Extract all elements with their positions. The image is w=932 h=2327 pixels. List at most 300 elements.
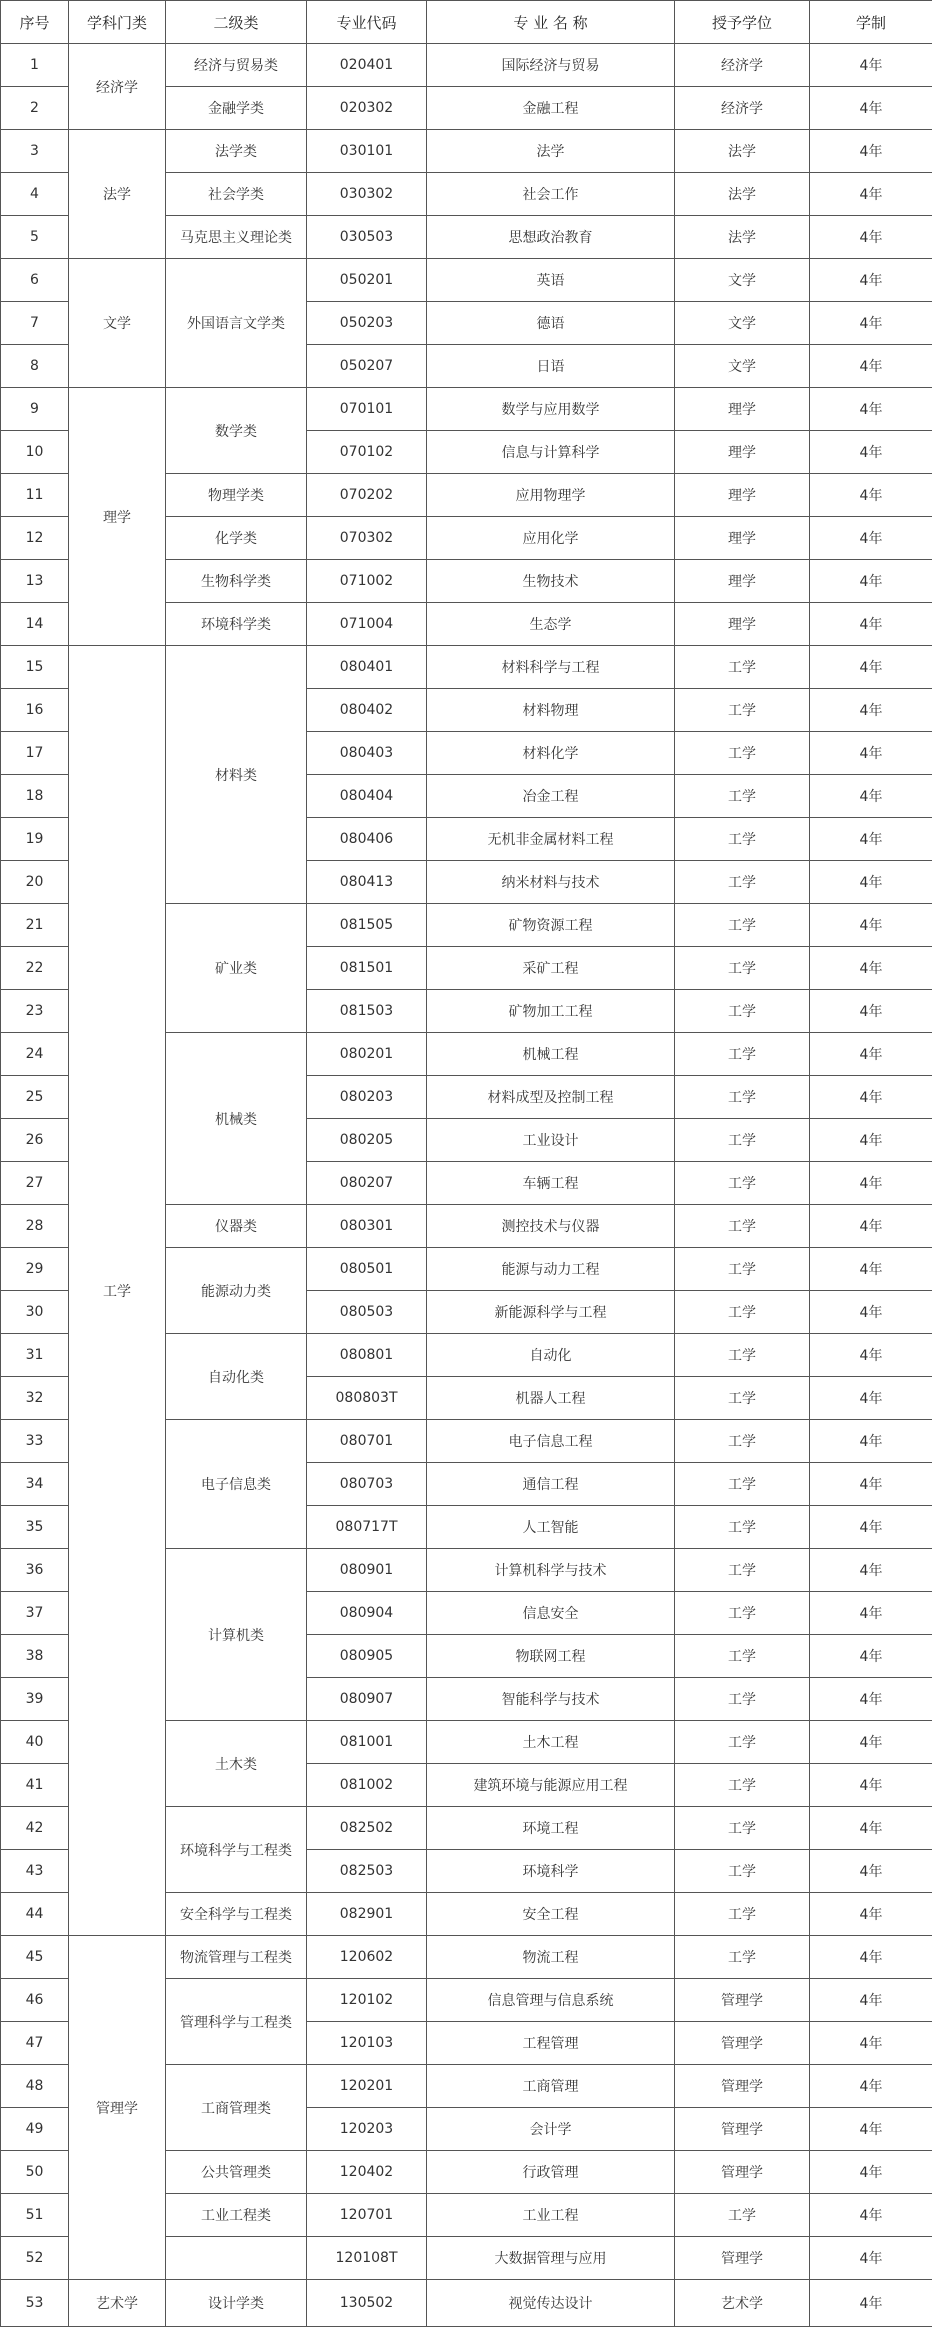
row-index: 26	[1, 1119, 69, 1162]
duration-cell: 4年	[810, 861, 932, 904]
table-row	[1, 259, 932, 302]
major-code: 120201	[307, 2065, 427, 2108]
subcategory-cell: 外国语言文学类	[166, 259, 307, 388]
row-index: 48	[1, 2065, 69, 2108]
degree-cell: 工学	[675, 732, 810, 775]
header-duration: 学制	[810, 1, 932, 44]
degree-cell: 文学	[675, 345, 810, 388]
subcategory-cell: 生物科学类	[166, 560, 307, 603]
major-code: 080207	[307, 1162, 427, 1205]
row-index: 24	[1, 1033, 69, 1076]
degree-cell: 工学	[675, 904, 810, 947]
major-name: 数学与应用数学	[427, 388, 675, 431]
major-code: 070202	[307, 474, 427, 517]
duration-cell: 4年	[810, 1592, 932, 1635]
degree-cell: 工学	[675, 1162, 810, 1205]
degree-cell: 理学	[675, 560, 810, 603]
duration-cell: 4年	[810, 732, 932, 775]
duration-cell: 4年	[810, 259, 932, 302]
header-index: 序号	[1, 1, 69, 44]
degree-cell: 工学	[675, 947, 810, 990]
subcategory-cell: 安全科学与工程类	[166, 1893, 307, 1936]
subcategory-cell: 仪器类	[166, 1205, 307, 1248]
major-code: 080801	[307, 1334, 427, 1377]
row-index: 21	[1, 904, 69, 947]
subcategory-cell: 化学类	[166, 517, 307, 560]
degree-cell: 文学	[675, 259, 810, 302]
major-name: 工程管理	[427, 2022, 675, 2065]
discipline-cell: 艺术学	[69, 2280, 166, 2327]
major-name: 土木工程	[427, 1721, 675, 1764]
degree-cell: 工学	[675, 1377, 810, 1420]
major-code: 080717T	[307, 1506, 427, 1549]
major-code: 081503	[307, 990, 427, 1033]
major-code: 080403	[307, 732, 427, 775]
duration-cell: 4年	[810, 474, 932, 517]
duration-cell: 4年	[810, 1979, 932, 2022]
duration-cell: 4年	[810, 646, 932, 689]
header-code: 专业代码	[307, 1, 427, 44]
major-name: 材料成型及控制工程	[427, 1076, 675, 1119]
duration-cell: 4年	[810, 775, 932, 818]
row-index: 31	[1, 1334, 69, 1377]
duration-cell: 4年	[810, 1936, 932, 1979]
major-code: 030503	[307, 216, 427, 259]
major-name: 工商管理	[427, 2065, 675, 2108]
row-index: 19	[1, 818, 69, 861]
duration-cell: 4年	[810, 2108, 932, 2151]
major-code: 080901	[307, 1549, 427, 1592]
duration-cell: 4年	[810, 388, 932, 431]
major-name: 工业工程	[427, 2194, 675, 2237]
duration-cell: 4年	[810, 2194, 932, 2237]
major-name: 建筑环境与能源应用工程	[427, 1764, 675, 1807]
subcategory-cell: 矿业类	[166, 904, 307, 1033]
degree-cell: 理学	[675, 431, 810, 474]
duration-cell: 4年	[810, 2022, 932, 2065]
row-index: 16	[1, 689, 69, 732]
duration-cell: 4年	[810, 1119, 932, 1162]
major-code: 082901	[307, 1893, 427, 1936]
subcategory-cell: 土木类	[166, 1721, 307, 1807]
subcategory-cell: 马克思主义理论类	[166, 216, 307, 259]
table-body	[1, 44, 932, 2327]
degree-cell: 理学	[675, 517, 810, 560]
major-name: 安全工程	[427, 1893, 675, 1936]
duration-cell: 4年	[810, 1377, 932, 1420]
degree-cell: 工学	[675, 1463, 810, 1506]
table-row	[1, 2280, 932, 2327]
duration-cell: 4年	[810, 345, 932, 388]
duration-cell: 4年	[810, 1162, 932, 1205]
major-code: 130502	[307, 2280, 427, 2327]
major-code: 050201	[307, 259, 427, 302]
row-index: 5	[1, 216, 69, 259]
major-code: 120701	[307, 2194, 427, 2237]
subcategory-cell: 能源动力类	[166, 1248, 307, 1334]
major-name: 工业设计	[427, 1119, 675, 1162]
major-code: 080905	[307, 1635, 427, 1678]
subcategory-cell: 经济与贸易类	[166, 44, 307, 87]
degree-cell: 工学	[675, 1635, 810, 1678]
duration-cell: 4年	[810, 216, 932, 259]
degree-cell: 工学	[675, 689, 810, 732]
discipline-cell: 文学	[69, 259, 166, 388]
row-index: 30	[1, 1291, 69, 1334]
major-name: 环境科学	[427, 1850, 675, 1893]
subcategory-cell: 材料类	[166, 646, 307, 904]
row-index: 11	[1, 474, 69, 517]
row-index: 43	[1, 1850, 69, 1893]
major-code: 080803T	[307, 1377, 427, 1420]
row-index: 20	[1, 861, 69, 904]
discipline-cell: 工学	[69, 646, 166, 1936]
duration-cell: 4年	[810, 2237, 932, 2280]
duration-cell: 4年	[810, 904, 932, 947]
duration-cell: 4年	[810, 1764, 932, 1807]
degree-cell: 工学	[675, 1248, 810, 1291]
major-name: 电子信息工程	[427, 1420, 675, 1463]
major-name: 国际经济与贸易	[427, 44, 675, 87]
major-name: 应用化学	[427, 517, 675, 560]
major-name: 日语	[427, 345, 675, 388]
subcategory-cell	[166, 2237, 307, 2280]
major-name: 冶金工程	[427, 775, 675, 818]
degree-cell: 工学	[675, 646, 810, 689]
major-name: 人工智能	[427, 1506, 675, 1549]
degree-cell: 管理学	[675, 2065, 810, 2108]
major-name: 采矿工程	[427, 947, 675, 990]
degree-cell: 工学	[675, 861, 810, 904]
duration-cell: 4年	[810, 130, 932, 173]
major-code: 082503	[307, 1850, 427, 1893]
duration-cell: 4年	[810, 2065, 932, 2108]
degree-cell: 工学	[675, 775, 810, 818]
duration-cell: 4年	[810, 1893, 932, 1936]
duration-cell: 4年	[810, 2151, 932, 2194]
major-code: 080501	[307, 1248, 427, 1291]
major-name: 车辆工程	[427, 1162, 675, 1205]
row-index: 3	[1, 130, 69, 173]
duration-cell: 4年	[810, 302, 932, 345]
major-name: 物流工程	[427, 1936, 675, 1979]
row-index: 53	[1, 2280, 69, 2327]
duration-cell: 4年	[810, 947, 932, 990]
row-index: 22	[1, 947, 69, 990]
row-index: 36	[1, 1549, 69, 1592]
major-code: 080904	[307, 1592, 427, 1635]
subcategory-cell: 数学类	[166, 388, 307, 474]
degree-cell: 工学	[675, 1721, 810, 1764]
degree-cell: 工学	[675, 1807, 810, 1850]
row-index: 38	[1, 1635, 69, 1678]
major-name: 社会工作	[427, 173, 675, 216]
major-code: 080406	[307, 818, 427, 861]
duration-cell: 4年	[810, 818, 932, 861]
duration-cell: 4年	[810, 1506, 932, 1549]
degree-cell: 管理学	[675, 2022, 810, 2065]
degree-cell: 管理学	[675, 2108, 810, 2151]
major-code: 120602	[307, 1936, 427, 1979]
major-name: 信息与计算科学	[427, 431, 675, 474]
degree-cell: 工学	[675, 1291, 810, 1334]
row-index: 23	[1, 990, 69, 1033]
major-code: 080701	[307, 1420, 427, 1463]
degree-cell: 工学	[675, 1033, 810, 1076]
degree-cell: 工学	[675, 818, 810, 861]
major-name: 生物技术	[427, 560, 675, 603]
row-index: 6	[1, 259, 69, 302]
duration-cell: 4年	[810, 517, 932, 560]
degree-cell: 工学	[675, 1893, 810, 1936]
degree-cell: 管理学	[675, 2151, 810, 2194]
row-index: 49	[1, 2108, 69, 2151]
major-code: 080402	[307, 689, 427, 732]
row-index: 28	[1, 1205, 69, 1248]
row-index: 13	[1, 560, 69, 603]
degree-cell: 管理学	[675, 2237, 810, 2280]
degree-cell: 经济学	[675, 87, 810, 130]
subcategory-cell: 环境科学类	[166, 603, 307, 646]
major-name: 材料化学	[427, 732, 675, 775]
major-name: 矿物资源工程	[427, 904, 675, 947]
subcategory-cell: 公共管理类	[166, 2151, 307, 2194]
row-index: 45	[1, 1936, 69, 1979]
row-index: 9	[1, 388, 69, 431]
duration-cell: 4年	[810, 1549, 932, 1592]
header-row	[1, 1, 932, 44]
degree-cell: 工学	[675, 1936, 810, 1979]
degree-cell: 文学	[675, 302, 810, 345]
degree-cell: 工学	[675, 1549, 810, 1592]
discipline-cell: 理学	[69, 388, 166, 646]
major-name: 能源与动力工程	[427, 1248, 675, 1291]
duration-cell: 4年	[810, 1248, 932, 1291]
subcategory-cell: 物理学类	[166, 474, 307, 517]
major-code: 070101	[307, 388, 427, 431]
degree-cell: 法学	[675, 216, 810, 259]
row-index: 42	[1, 1807, 69, 1850]
major-code: 080413	[307, 861, 427, 904]
duration-cell: 4年	[810, 1205, 932, 1248]
discipline-cell: 管理学	[69, 1936, 166, 2280]
major-code: 020401	[307, 44, 427, 87]
major-code: 071004	[307, 603, 427, 646]
major-name: 测控技术与仪器	[427, 1205, 675, 1248]
subcategory-cell: 环境科学与工程类	[166, 1807, 307, 1893]
duration-cell: 4年	[810, 689, 932, 732]
duration-cell: 4年	[810, 2280, 932, 2327]
subcategory-cell: 计算机类	[166, 1549, 307, 1721]
duration-cell: 4年	[810, 990, 932, 1033]
major-code: 081505	[307, 904, 427, 947]
subcategory-cell: 工业工程类	[166, 2194, 307, 2237]
subcategory-cell: 机械类	[166, 1033, 307, 1205]
major-code: 050203	[307, 302, 427, 345]
row-index: 39	[1, 1678, 69, 1721]
major-code: 120203	[307, 2108, 427, 2151]
row-index: 33	[1, 1420, 69, 1463]
major-name: 思想政治教育	[427, 216, 675, 259]
major-code: 080404	[307, 775, 427, 818]
duration-cell: 4年	[810, 1635, 932, 1678]
discipline-cell: 法学	[69, 130, 166, 259]
degree-cell: 理学	[675, 474, 810, 517]
major-name: 环境工程	[427, 1807, 675, 1850]
major-name: 金融工程	[427, 87, 675, 130]
degree-cell: 工学	[675, 1850, 810, 1893]
duration-cell: 4年	[810, 1721, 932, 1764]
major-name: 自动化	[427, 1334, 675, 1377]
row-index: 2	[1, 87, 69, 130]
degree-cell: 工学	[675, 1076, 810, 1119]
major-code: 080301	[307, 1205, 427, 1248]
major-name: 无机非金属材料工程	[427, 818, 675, 861]
row-index: 51	[1, 2194, 69, 2237]
discipline-cell: 经济学	[69, 44, 166, 130]
duration-cell: 4年	[810, 1678, 932, 1721]
row-index: 37	[1, 1592, 69, 1635]
row-index: 34	[1, 1463, 69, 1506]
major-name: 通信工程	[427, 1463, 675, 1506]
duration-cell: 4年	[810, 1334, 932, 1377]
major-code: 120108T	[307, 2237, 427, 2280]
table-row	[1, 44, 932, 87]
major-name: 大数据管理与应用	[427, 2237, 675, 2280]
row-index: 4	[1, 173, 69, 216]
major-code: 081001	[307, 1721, 427, 1764]
header-discipline: 学科门类	[69, 1, 166, 44]
major-code: 080201	[307, 1033, 427, 1076]
major-code: 081501	[307, 947, 427, 990]
row-index: 1	[1, 44, 69, 87]
degree-cell: 法学	[675, 173, 810, 216]
major-code: 120402	[307, 2151, 427, 2194]
duration-cell: 4年	[810, 603, 932, 646]
degree-cell: 理学	[675, 603, 810, 646]
subcategory-cell: 法学类	[166, 130, 307, 173]
duration-cell: 4年	[810, 1420, 932, 1463]
subcategory-cell: 工商管理类	[166, 2065, 307, 2151]
major-name: 法学	[427, 130, 675, 173]
duration-cell: 4年	[810, 431, 932, 474]
degree-cell: 工学	[675, 1205, 810, 1248]
major-name: 材料物理	[427, 689, 675, 732]
major-code: 080401	[307, 646, 427, 689]
degree-cell: 工学	[675, 1420, 810, 1463]
duration-cell: 4年	[810, 1807, 932, 1850]
major-name: 机械工程	[427, 1033, 675, 1076]
major-name: 信息安全	[427, 1592, 675, 1635]
row-index: 8	[1, 345, 69, 388]
major-code: 120103	[307, 2022, 427, 2065]
degree-cell: 工学	[675, 1334, 810, 1377]
major-name: 行政管理	[427, 2151, 675, 2194]
major-code: 050207	[307, 345, 427, 388]
degree-cell: 工学	[675, 1506, 810, 1549]
subcategory-cell: 金融学类	[166, 87, 307, 130]
degree-cell: 工学	[675, 990, 810, 1033]
major-name: 物联网工程	[427, 1635, 675, 1678]
major-name: 机器人工程	[427, 1377, 675, 1420]
duration-cell: 4年	[810, 1850, 932, 1893]
degree-cell: 工学	[675, 1119, 810, 1162]
table-row	[1, 388, 932, 431]
degree-cell: 工学	[675, 2194, 810, 2237]
major-code: 120102	[307, 1979, 427, 2022]
major-code: 082502	[307, 1807, 427, 1850]
duration-cell: 4年	[810, 87, 932, 130]
duration-cell: 4年	[810, 1033, 932, 1076]
degree-cell: 工学	[675, 1764, 810, 1807]
degree-cell: 经济学	[675, 44, 810, 87]
subcategory-cell: 管理科学与工程类	[166, 1979, 307, 2065]
major-code: 071002	[307, 560, 427, 603]
table-row	[1, 1936, 932, 1979]
major-name: 计算机科学与技术	[427, 1549, 675, 1592]
major-name: 纳米材料与技术	[427, 861, 675, 904]
major-code: 080503	[307, 1291, 427, 1334]
major-code: 080203	[307, 1076, 427, 1119]
major-code: 030302	[307, 173, 427, 216]
duration-cell: 4年	[810, 44, 932, 87]
major-code: 070102	[307, 431, 427, 474]
duration-cell: 4年	[810, 173, 932, 216]
row-index: 47	[1, 2022, 69, 2065]
row-index: 29	[1, 1248, 69, 1291]
duration-cell: 4年	[810, 560, 932, 603]
row-index: 52	[1, 2237, 69, 2280]
degree-cell: 工学	[675, 1678, 810, 1721]
subcategory-cell: 物流管理与工程类	[166, 1936, 307, 1979]
major-code: 020302	[307, 87, 427, 130]
row-index: 10	[1, 431, 69, 474]
row-index: 14	[1, 603, 69, 646]
row-index: 35	[1, 1506, 69, 1549]
duration-cell: 4年	[810, 1463, 932, 1506]
row-index: 50	[1, 2151, 69, 2194]
major-code: 030101	[307, 130, 427, 173]
major-code: 080907	[307, 1678, 427, 1721]
duration-cell: 4年	[810, 1076, 932, 1119]
major-name: 智能科学与技术	[427, 1678, 675, 1721]
major-name: 新能源科学与工程	[427, 1291, 675, 1334]
major-name: 英语	[427, 259, 675, 302]
major-code: 080703	[307, 1463, 427, 1506]
major-name: 会计学	[427, 2108, 675, 2151]
subcategory-cell: 设计学类	[166, 2280, 307, 2327]
major-code: 081002	[307, 1764, 427, 1807]
degree-cell: 法学	[675, 130, 810, 173]
table-row	[1, 646, 932, 689]
row-index: 40	[1, 1721, 69, 1764]
subcategory-cell: 电子信息类	[166, 1420, 307, 1549]
row-index: 25	[1, 1076, 69, 1119]
duration-cell: 4年	[810, 1291, 932, 1334]
major-name: 视觉传达设计	[427, 2280, 675, 2327]
degree-cell: 工学	[675, 1592, 810, 1635]
row-index: 12	[1, 517, 69, 560]
subcategory-cell: 社会学类	[166, 173, 307, 216]
row-index: 15	[1, 646, 69, 689]
row-index: 41	[1, 1764, 69, 1807]
major-name: 生态学	[427, 603, 675, 646]
degree-cell: 管理学	[675, 1979, 810, 2022]
row-index: 18	[1, 775, 69, 818]
subcategory-cell: 自动化类	[166, 1334, 307, 1420]
row-index: 7	[1, 302, 69, 345]
major-code: 070302	[307, 517, 427, 560]
